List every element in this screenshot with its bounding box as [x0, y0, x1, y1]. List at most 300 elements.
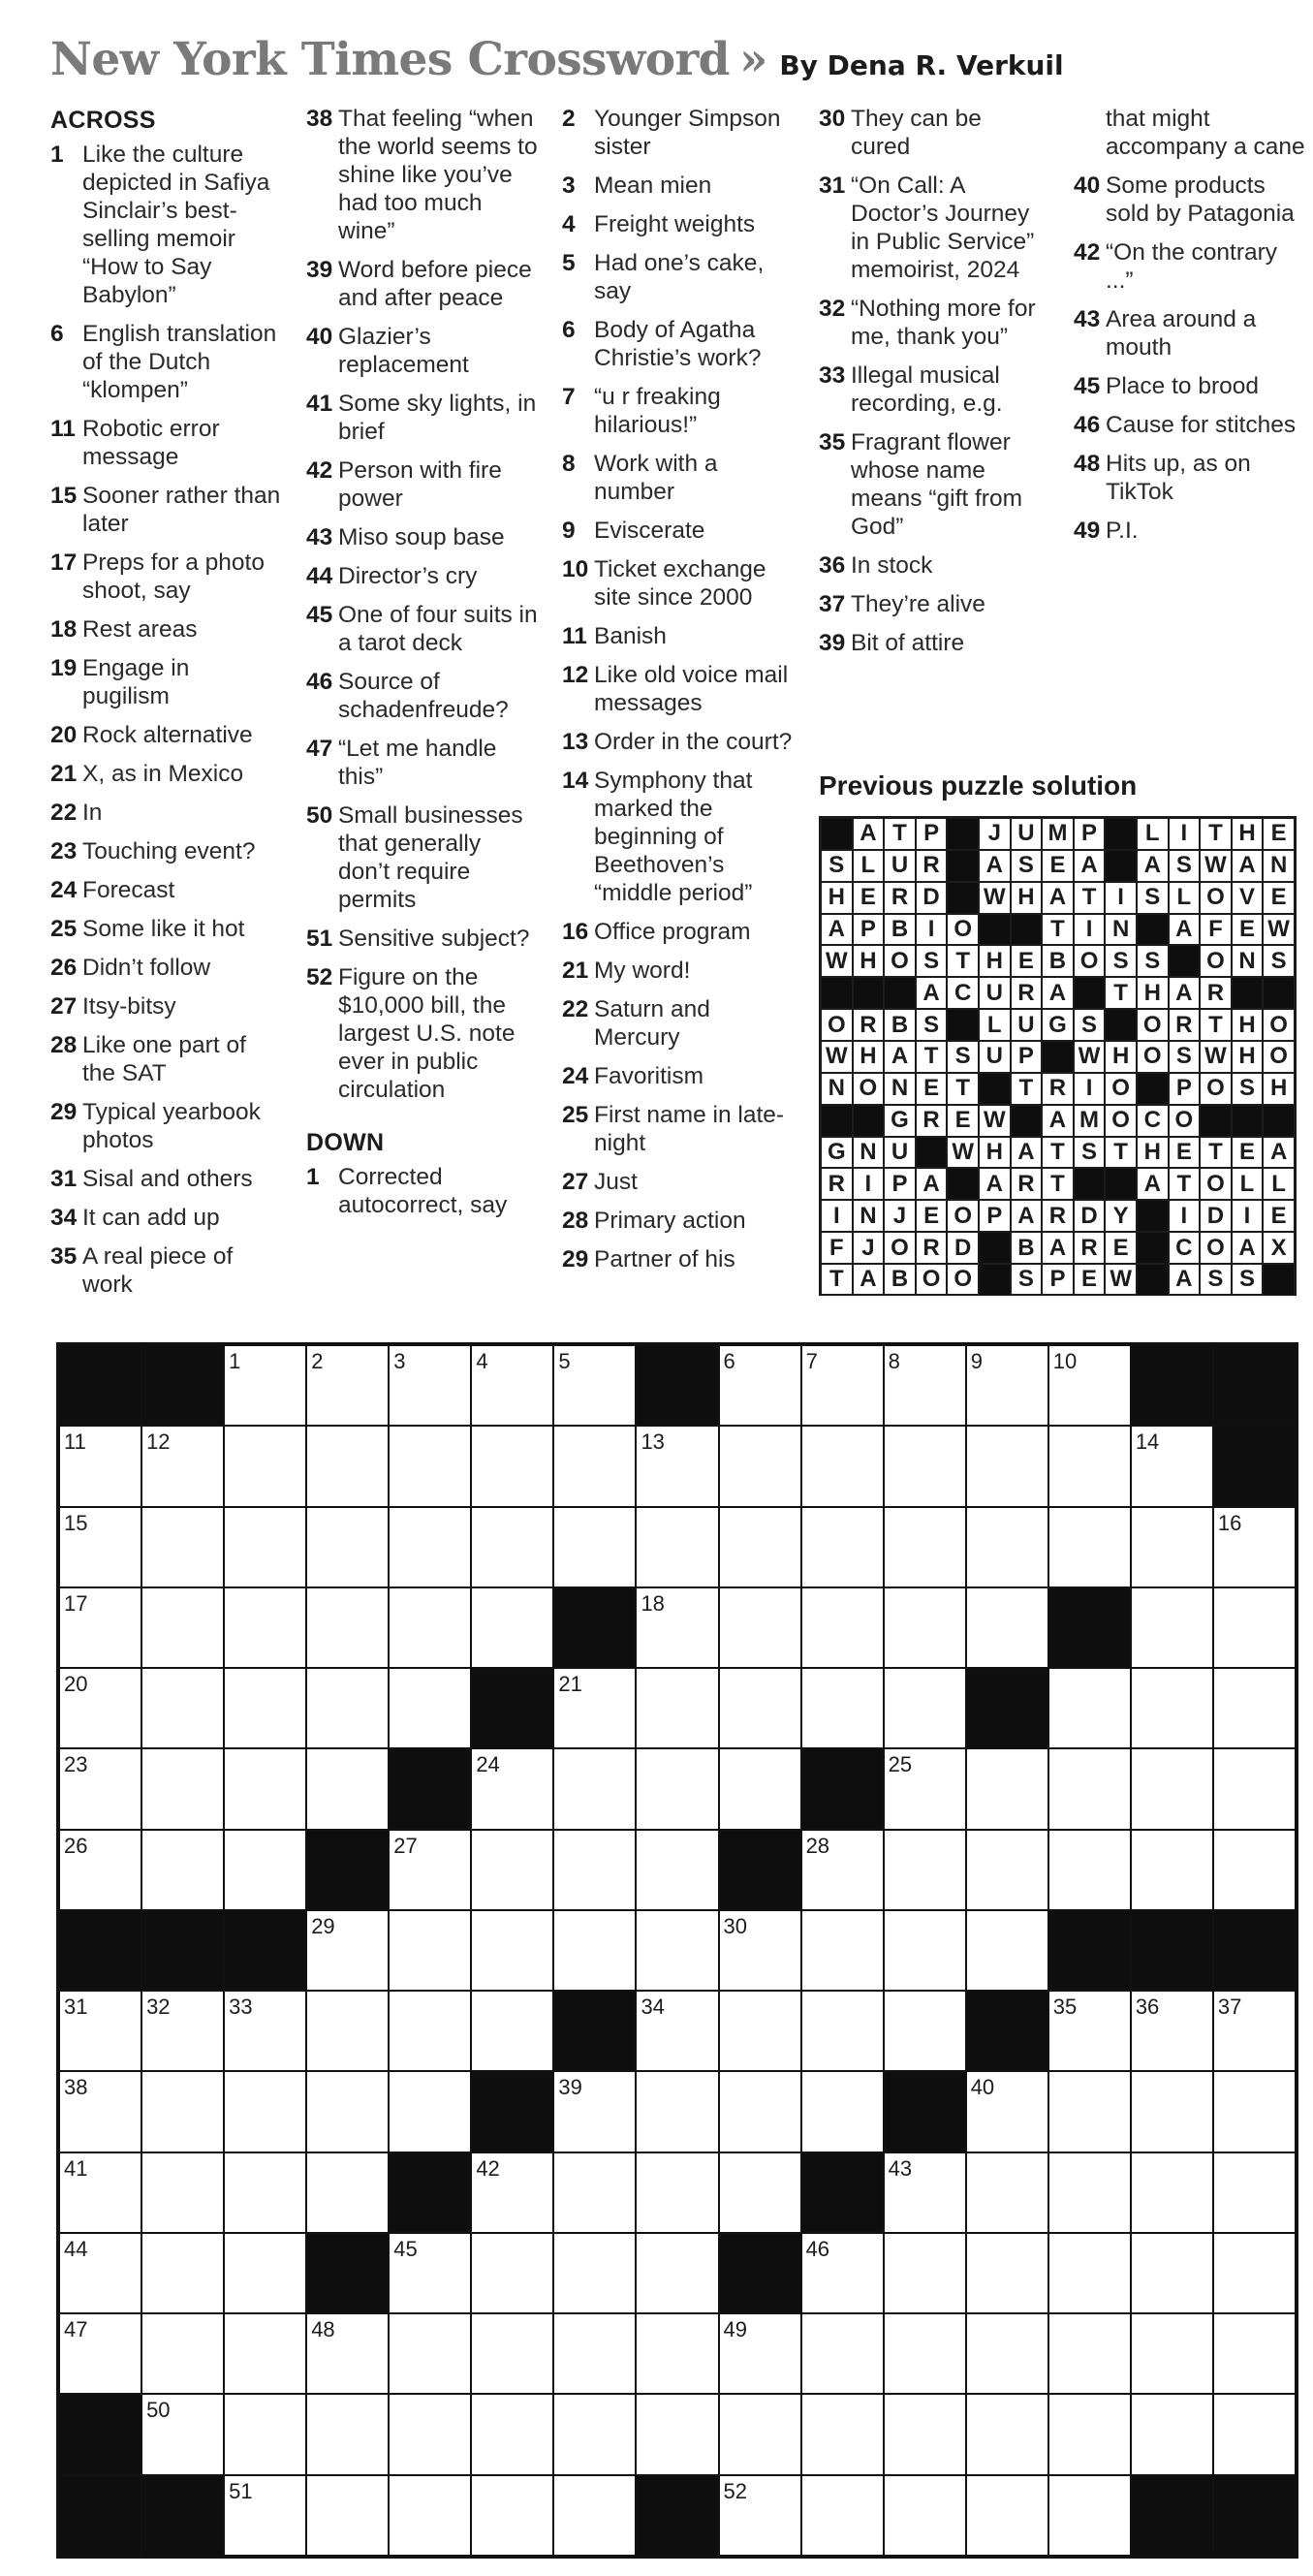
grid-cell[interactable]: [553, 1426, 636, 1506]
clue-number: 14: [562, 768, 589, 794]
solution-letter: O: [1200, 1168, 1232, 1200]
solution-letter: O: [821, 1009, 853, 1041]
clue-item[interactable]: [819, 428, 1047, 541]
grid-cell[interactable]: [966, 1830, 1048, 1910]
grid-cell[interactable]: [306, 1668, 389, 1748]
grid-cell[interactable]: [59, 1507, 141, 1587]
chevron-right-icon[interactable]: »: [738, 33, 768, 86]
grid-cell[interactable]: [1131, 1748, 1213, 1829]
grid-cell[interactable]: [1131, 1587, 1213, 1668]
solution-letter: S: [916, 1009, 948, 1041]
grid-cell[interactable]: [389, 2475, 471, 2556]
clue-item[interactable]: [819, 551, 1047, 580]
grid-cell[interactable]: [1213, 2152, 1296, 2233]
grid-cell[interactable]: [59, 1748, 141, 1829]
grid-cell[interactable]: [1048, 2071, 1131, 2152]
grid-cell[interactable]: [59, 2071, 141, 2152]
grid-cell[interactable]: [553, 1748, 636, 1829]
clue-item[interactable]: [562, 105, 799, 161]
grid-cell[interactable]: [224, 1830, 306, 1910]
grid-cell[interactable]: [224, 2394, 306, 2474]
grid-cell[interactable]: [389, 1830, 471, 1910]
clue-item[interactable]: [50, 1031, 283, 1087]
grid-cell[interactable]: [966, 1910, 1048, 1991]
grid-cell[interactable]: [1213, 2071, 1296, 2152]
grid-cell[interactable]: [471, 1910, 553, 1991]
grid-cell[interactable]: [801, 1345, 884, 1426]
clue-item[interactable]: [50, 799, 283, 827]
grid-cell[interactable]: [224, 1587, 306, 1668]
clue-item[interactable]: [562, 957, 799, 985]
grid-cell[interactable]: [1213, 2313, 1296, 2394]
clue-item[interactable]: [562, 661, 799, 717]
clue-text: Word before piece and after peace: [338, 257, 532, 311]
clue-number: 16: [562, 919, 589, 945]
grid-cell[interactable]: [966, 2475, 1048, 2556]
grid-cell[interactable]: [471, 2394, 553, 2474]
grid-cell[interactable]: [719, 2152, 801, 2233]
solution-letter: W: [1200, 1041, 1232, 1073]
grid-cell[interactable]: [966, 1345, 1048, 1426]
solution-block: [1200, 1105, 1232, 1137]
grid-cell[interactable]: [553, 1668, 636, 1748]
grid-cell[interactable]: [884, 1587, 966, 1668]
grid-cell[interactable]: [141, 1748, 224, 1829]
clue-item[interactable]: [562, 1062, 799, 1090]
cell-number: 50: [146, 2398, 171, 2423]
grid-cell[interactable]: [1213, 1748, 1296, 1829]
grid-cell[interactable]: [553, 2394, 636, 2474]
grid-cell[interactable]: [389, 2071, 471, 2152]
solution-row: [821, 1041, 1295, 1073]
cell-number: 25: [888, 1752, 913, 1777]
grid-cell[interactable]: [884, 1748, 966, 1829]
clue-item[interactable]: [562, 555, 799, 612]
grid-cell[interactable]: [306, 1426, 389, 1506]
grid-cell[interactable]: [389, 1991, 471, 2071]
grid-cell[interactable]: [801, 2475, 884, 2556]
clue-item[interactable]: [562, 995, 799, 1052]
grid-cell[interactable]: [636, 1910, 718, 1991]
grid-cell[interactable]: [966, 1507, 1048, 1587]
grid-cell[interactable]: [719, 2071, 801, 2152]
grid-cell[interactable]: [966, 2313, 1048, 2394]
clue-item[interactable]: [562, 172, 799, 200]
grid-cell[interactable]: [471, 1830, 553, 1910]
grid-cell[interactable]: [141, 2233, 224, 2313]
grid-cell[interactable]: [884, 2313, 966, 2394]
grid-cell[interactable]: [719, 1587, 801, 1668]
solution-letter: R: [1011, 977, 1043, 1009]
clue-item[interactable]: [50, 915, 283, 943]
grid-cell[interactable]: [553, 2475, 636, 2556]
grid-cell[interactable]: [1213, 2233, 1296, 2313]
grid-cell[interactable]: [59, 1668, 141, 1748]
grid-cell[interactable]: [389, 1587, 471, 1668]
grid-cell[interactable]: [801, 2394, 884, 2474]
grid-cell[interactable]: [59, 1587, 141, 1668]
grid-cell[interactable]: [884, 1668, 966, 1748]
grid-cell[interactable]: [59, 1991, 141, 2071]
clue-item[interactable]: [562, 728, 799, 756]
grid-cell[interactable]: [59, 1426, 141, 1506]
grid-cell[interactable]: [306, 1345, 389, 1426]
grid-cell[interactable]: [966, 2152, 1048, 2233]
grid-cell[interactable]: [801, 2313, 884, 2394]
grid-cell[interactable]: [1048, 1426, 1131, 1506]
clue-item[interactable]: [1074, 305, 1306, 361]
grid-cell[interactable]: [719, 1507, 801, 1587]
grid-cell[interactable]: [306, 2152, 389, 2233]
grid-cell[interactable]: [1048, 1345, 1131, 1426]
clue-item[interactable]: [50, 320, 283, 404]
clue-item[interactable]: [50, 615, 283, 644]
grid-cell[interactable]: [224, 2152, 306, 2233]
grid-cell[interactable]: [141, 2394, 224, 2474]
grid-cell[interactable]: [389, 2394, 471, 2474]
grid-cell[interactable]: [141, 1991, 224, 2071]
clue-item[interactable]: [306, 801, 539, 914]
grid-cell[interactable]: [636, 1991, 718, 2071]
grid-cell[interactable]: [471, 1426, 553, 1506]
clue-item[interactable]: [306, 735, 539, 791]
grid-cell[interactable]: [801, 1668, 884, 1748]
grid-cell[interactable]: [636, 1830, 718, 1910]
grid-cell[interactable]: [801, 1426, 884, 1506]
grid-cell[interactable]: [1213, 1830, 1296, 1910]
clue-item[interactable]: [306, 1163, 539, 1219]
clue-item[interactable]: [50, 549, 283, 605]
grid-cell[interactable]: [884, 2475, 966, 2556]
grid-cell[interactable]: [389, 1668, 471, 1748]
grid-cell[interactable]: [1131, 1991, 1213, 2071]
grid-cell[interactable]: [801, 1991, 884, 2071]
grid-cell[interactable]: [884, 1507, 966, 1587]
grid-cell[interactable]: [389, 2233, 471, 2313]
clue-item[interactable]: [306, 601, 539, 657]
grid-cell[interactable]: [1131, 2152, 1213, 2233]
grid-cell[interactable]: [1131, 1830, 1213, 1910]
grid-cell[interactable]: [636, 1587, 718, 1668]
cell-number: 7: [805, 1349, 818, 1373]
grid-cell[interactable]: [306, 1910, 389, 1991]
clue-item[interactable]: [306, 925, 539, 953]
grid-cell[interactable]: [553, 1910, 636, 1991]
grid-cell[interactable]: [1048, 1991, 1131, 2071]
grid-cell[interactable]: [389, 1426, 471, 1506]
grid-cell[interactable]: [471, 2152, 553, 2233]
grid-cell[interactable]: [636, 1668, 718, 1748]
grid-cell[interactable]: [553, 2313, 636, 2394]
grid-cell[interactable]: [1213, 1587, 1296, 1668]
clue-item[interactable]: [50, 721, 283, 749]
grid-cell[interactable]: [471, 1748, 553, 1829]
clue-item[interactable]: [562, 517, 799, 545]
cell-number: 51: [229, 2478, 253, 2503]
clue-number: 23: [50, 838, 78, 864]
clue-item[interactable]: [50, 482, 283, 538]
clue-item[interactable]: [306, 963, 539, 1104]
grid-cell[interactable]: [884, 1426, 966, 1506]
grid-cell[interactable]: [306, 1587, 389, 1668]
grid-cell[interactable]: [966, 1748, 1048, 1829]
clue-item[interactable]: [562, 1245, 799, 1273]
solution-block: [916, 1137, 948, 1169]
solution-letter: R: [1042, 1200, 1074, 1232]
grid-cell[interactable]: [801, 1507, 884, 1587]
grid-cell[interactable]: [1131, 2071, 1213, 2152]
grid-cell[interactable]: [389, 1910, 471, 1991]
clue-item[interactable]: [1074, 450, 1306, 506]
grid-cell[interactable]: [141, 1668, 224, 1748]
clue-item[interactable]: [562, 210, 799, 238]
grid-cell[interactable]: [801, 1587, 884, 1668]
clue-item[interactable]: [1074, 517, 1306, 545]
across-heading: ACROSS: [50, 107, 156, 134]
grid-cell[interactable]: [884, 1830, 966, 1910]
clue-item[interactable]: [562, 316, 799, 372]
clue-item[interactable]: [50, 1204, 283, 1232]
grid-cell[interactable]: [471, 2475, 553, 2556]
grid-cell[interactable]: [224, 2233, 306, 2313]
solution-letter: A: [1169, 977, 1201, 1009]
grid-cell[interactable]: [224, 1748, 306, 1829]
grid-cell[interactable]: [224, 1668, 306, 1748]
grid-cell[interactable]: [59, 2152, 141, 2233]
clue-item[interactable]: [819, 105, 1047, 161]
grid-cell[interactable]: [719, 1748, 801, 1829]
grid-cell[interactable]: [59, 2233, 141, 2313]
grid-cell[interactable]: [884, 2233, 966, 2313]
grid-cell[interactable]: [1131, 1507, 1213, 1587]
grid-cell[interactable]: [966, 2394, 1048, 2474]
grid-cell[interactable]: [966, 1426, 1048, 1506]
clue-item[interactable]: [1074, 172, 1306, 228]
grid-cell[interactable]: [224, 1507, 306, 1587]
cell-number: 9: [970, 1349, 983, 1373]
grid-cell[interactable]: [224, 2313, 306, 2394]
grid-cell[interactable]: [1048, 1830, 1131, 1910]
clue-item[interactable]: [50, 992, 283, 1021]
grid-cell[interactable]: [801, 1910, 884, 1991]
grid-cell[interactable]: [966, 1587, 1048, 1668]
grid-cell[interactable]: [1048, 2152, 1131, 2233]
grid-cell[interactable]: [224, 1345, 306, 1426]
grid-cell[interactable]: [636, 1507, 718, 1587]
cell-number: 21: [558, 1672, 582, 1697]
grid-cell[interactable]: [389, 1507, 471, 1587]
clue-item[interactable]: [562, 383, 799, 439]
grid-cell[interactable]: [884, 1910, 966, 1991]
grid-cell[interactable]: [1213, 1668, 1296, 1748]
grid-cell[interactable]: [1048, 1748, 1131, 1829]
grid-cell[interactable]: [719, 1345, 801, 1426]
grid-cell[interactable]: [966, 2233, 1048, 2313]
clue-text: Like old voice mail messages: [594, 662, 789, 716]
grid-cell[interactable]: [884, 2394, 966, 2474]
solution-letter: I: [1169, 818, 1201, 850]
grid-cell[interactable]: [636, 2152, 718, 2233]
grid-cell[interactable]: [1048, 1507, 1131, 1587]
grid-cell[interactable]: [553, 2071, 636, 2152]
clue-item[interactable]: [819, 172, 1047, 284]
grid-cell[interactable]: [141, 1426, 224, 1506]
clue-item[interactable]: [562, 1207, 799, 1235]
grid-cell[interactable]: [471, 1507, 553, 1587]
grid-cell[interactable]: [719, 1910, 801, 1991]
clue-item[interactable]: [306, 668, 539, 724]
cell-number: 2: [311, 1349, 324, 1373]
grid-cell[interactable]: [719, 1668, 801, 1748]
grid-cell[interactable]: [471, 2233, 553, 2313]
clue-item[interactable]: [562, 1168, 799, 1196]
clue-item[interactable]: [50, 415, 283, 471]
grid-cell[interactable]: [1048, 1668, 1131, 1748]
grid-cell[interactable]: [884, 2152, 966, 2233]
clue-item[interactable]: [1074, 372, 1306, 400]
clue-item[interactable]: [562, 1101, 799, 1157]
clue-item[interactable]: [562, 450, 799, 506]
grid-cell[interactable]: [1131, 2233, 1213, 2313]
grid-row: [59, 2475, 1296, 2556]
solution-letter: E: [1263, 1200, 1295, 1232]
black-square: [471, 1668, 553, 1748]
grid-cell[interactable]: [471, 1991, 553, 2071]
clue-item[interactable]: [50, 837, 283, 865]
grid-cell[interactable]: [471, 1587, 553, 1668]
clue-item[interactable]: [1074, 411, 1306, 439]
clue-item[interactable]: [50, 141, 283, 309]
grid-cell[interactable]: [141, 2152, 224, 2233]
clue-item[interactable]: [562, 767, 799, 907]
clue-number: 48: [1074, 451, 1101, 477]
grid-cell[interactable]: [719, 1426, 801, 1506]
clue-item[interactable]: [306, 256, 539, 312]
grid-cell[interactable]: [59, 1830, 141, 1910]
grid-cell[interactable]: [801, 2071, 884, 2152]
grid-cell[interactable]: [1048, 2475, 1131, 2556]
grid-cell[interactable]: [884, 1345, 966, 1426]
solution-letter: S: [1074, 1009, 1106, 1041]
grid-cell[interactable]: [1048, 2233, 1131, 2313]
grid-cell[interactable]: [471, 2313, 553, 2394]
grid-cell[interactable]: [306, 2071, 389, 2152]
clue-item[interactable]: [562, 622, 799, 650]
solution-letter: T: [947, 1073, 979, 1105]
clue-item[interactable]: [50, 654, 283, 710]
grid-cell[interactable]: [1213, 1507, 1296, 1587]
grid-cell[interactable]: [1048, 2313, 1131, 2394]
grid-cell[interactable]: [1131, 2394, 1213, 2474]
clue-item[interactable]: [306, 105, 539, 245]
solution-letter: N: [884, 1073, 916, 1105]
grid-cell[interactable]: [1131, 2313, 1213, 2394]
grid-cell[interactable]: [1048, 2394, 1131, 2474]
grid-cell[interactable]: [1213, 1991, 1296, 2071]
grid-cell[interactable]: [553, 1830, 636, 1910]
clue-text: Director’s cry: [338, 563, 478, 589]
clue-item[interactable]: [306, 456, 539, 513]
grid-cell[interactable]: [141, 1830, 224, 1910]
clue-item[interactable]: [306, 523, 539, 551]
grid-cell[interactable]: [553, 1345, 636, 1426]
grid-cell[interactable]: [719, 2313, 801, 2394]
clue-number: 40: [1074, 173, 1101, 199]
grid-cell[interactable]: [636, 2313, 718, 2394]
grid-cell[interactable]: [224, 1991, 306, 2071]
grid-cell[interactable]: [636, 2233, 718, 2313]
grid-cell[interactable]: [966, 2071, 1048, 2152]
clue-item[interactable]: [50, 760, 283, 788]
clue-item[interactable]: [50, 1242, 283, 1299]
grid-cell[interactable]: [801, 2233, 884, 2313]
grid-cell[interactable]: [553, 2152, 636, 2233]
grid-cell[interactable]: [224, 1426, 306, 1506]
grid-cell[interactable]: [141, 2313, 224, 2394]
grid-cell[interactable]: [389, 1345, 471, 1426]
grid-cell[interactable]: [306, 2394, 389, 2474]
grid-cell[interactable]: [306, 2313, 389, 2394]
grid-cell[interactable]: [306, 2475, 389, 2556]
grid-cell[interactable]: [471, 1345, 553, 1426]
grid-cell[interactable]: [719, 2475, 801, 2556]
grid-cell[interactable]: [306, 1748, 389, 1829]
clue-item[interactable]: [819, 295, 1047, 351]
grid-cell[interactable]: [553, 2233, 636, 2313]
grid-cell[interactable]: [306, 1991, 389, 2071]
clue-item[interactable]: [1074, 238, 1306, 295]
clue-item[interactable]: [819, 629, 1047, 657]
grid-cell[interactable]: [224, 2475, 306, 2556]
grid-cell[interactable]: [1131, 1426, 1213, 1506]
clue-item[interactable]: [50, 954, 283, 982]
grid-cell[interactable]: [884, 1991, 966, 2071]
solution-letter: W: [1200, 850, 1232, 882]
clue-item[interactable]: [50, 1165, 283, 1193]
solution-letter: U: [884, 1137, 916, 1169]
clue-item[interactable]: [50, 876, 283, 904]
grid-cell[interactable]: [141, 1587, 224, 1668]
clue-number: 37: [819, 591, 846, 617]
clue-item[interactable]: [306, 323, 539, 379]
grid-cell[interactable]: [553, 1507, 636, 1587]
grid-cell[interactable]: [719, 2394, 801, 2474]
grid-cell[interactable]: [389, 2313, 471, 2394]
clue-item[interactable]: [819, 590, 1047, 618]
clue-item[interactable]: [562, 918, 799, 946]
grid-cell[interactable]: [636, 1748, 718, 1829]
grid-cell[interactable]: [306, 1507, 389, 1587]
grid-cell[interactable]: [141, 1507, 224, 1587]
grid-cell[interactable]: [224, 2071, 306, 2152]
grid-cell[interactable]: [636, 1426, 718, 1506]
clue-item[interactable]: [306, 390, 539, 446]
grid-cell[interactable]: [1213, 2394, 1296, 2474]
grid-cell[interactable]: [801, 1830, 884, 1910]
solution-letter: A: [821, 914, 853, 946]
clue-item[interactable]: [562, 249, 799, 305]
clue-item[interactable]: [50, 1098, 283, 1154]
clue-item[interactable]: [1074, 105, 1306, 161]
grid-cell[interactable]: [636, 2394, 718, 2474]
grid-cell[interactable]: [1131, 1668, 1213, 1748]
grid-cell[interactable]: [636, 2071, 718, 2152]
grid-cell[interactable]: [59, 2313, 141, 2394]
grid-cell[interactable]: [719, 1991, 801, 2071]
clue-item[interactable]: [819, 361, 1047, 418]
grid-cell[interactable]: [141, 2071, 224, 2152]
clue-item[interactable]: [306, 562, 539, 590]
